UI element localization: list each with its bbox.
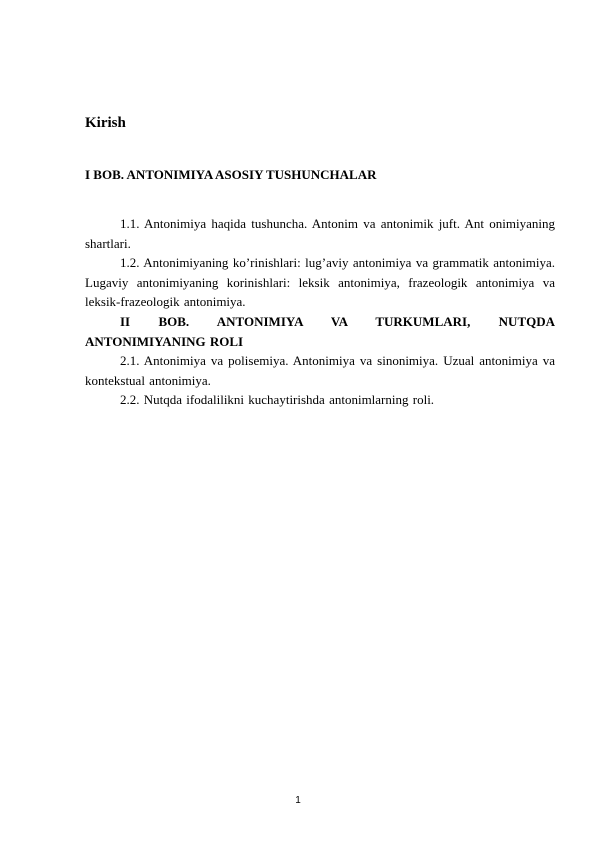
table-of-contents <box>85 214 555 410</box>
section-2-2: 2.2. Nutqda ifodalilikni kuchaytirishda antonimlarning roli. <box>120 392 435 408</box>
chapter-1-heading: I BOB. ANTONIMIYA ASOSIY TUSHUNCHALAR <box>85 167 377 182</box>
chapter-2-heading: II BOB. ANTONIMIYA VA TURKUMLARI, NUTQDA ANTONIMIYANING ROLI <box>85 313 555 349</box>
intro-heading: Kirish <box>85 115 126 131</box>
section-2-1: 2.1. Antonimiya va polisemiya. Antonimiya va sinonimiya. Uzual antonimiya va kontekstual antonimiya. <box>85 353 555 388</box>
page-number: 1 <box>295 795 301 806</box>
section-1-2: 1.2. Antonimiyaning ko’rinishlari: lug’aviy antonimiya va grammatik antonimiya. Lugaviy antonimiyaning korinishlari: leksik antonimiya, frazeologik antonimiya va leksik-frazeologik antonimiya. <box>85 255 555 310</box>
section-1-1: 1.1. Antonimiya haqida tushuncha. Antonim va antonimik juft. Ant onimiyaning shartlari. <box>85 216 555 251</box>
